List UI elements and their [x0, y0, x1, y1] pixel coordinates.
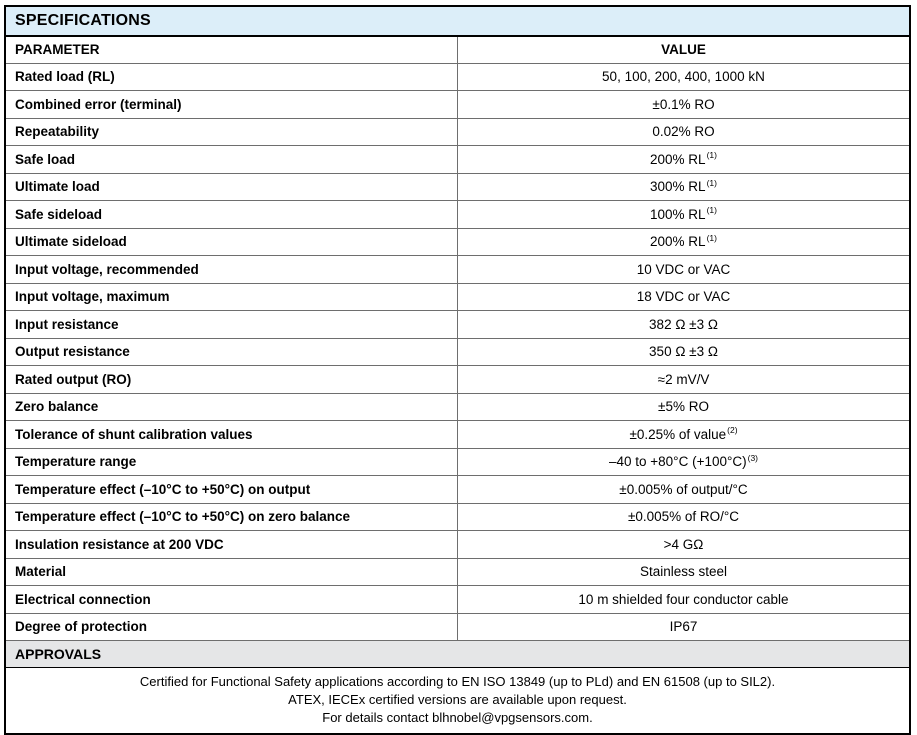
parameter-cell: Combined error (terminal) — [5, 91, 458, 119]
parameter-cell: Rated load (RL) — [5, 63, 458, 91]
value-cell: 382 Ω ±3 Ω — [458, 311, 911, 339]
value-cell: IP67 — [458, 613, 911, 641]
specifications-title: SPECIFICATIONS — [5, 6, 910, 36]
parameter-cell: Temperature range — [5, 448, 458, 476]
value-cell: 200% RL$^{(1)}$ — [458, 228, 911, 256]
table-row — [5, 393, 910, 421]
value-cell: 10 VDC or VAC — [458, 256, 911, 284]
value-cell: ±0.005% of RO/°C — [458, 503, 911, 531]
value-cell: 200% RL$^{(1)}$ — [458, 146, 911, 174]
value-cell: ±0.1% RO — [458, 91, 911, 119]
table-row — [5, 366, 910, 394]
table-row — [5, 201, 910, 229]
value-cell: –40 to +80°C $(+100^\circ C)^{(3)}$ — [458, 448, 911, 476]
parameter-cell: Safe load — [5, 146, 458, 174]
parameter-cell: Rated output (RO) — [5, 366, 458, 394]
table-row — [5, 613, 910, 641]
parameter-cell: Safe sideload — [5, 201, 458, 229]
value-cell: >4 GΩ — [458, 531, 911, 559]
table-row — [5, 448, 910, 476]
specifications-header-row — [5, 6, 910, 36]
table-row — [5, 338, 910, 366]
specifications-table — [4, 5, 911, 735]
table-row — [5, 311, 910, 339]
parameter-cell: Ultimate sideload — [5, 228, 458, 256]
approvals-line: For details contact blhnobel@vpgsensors.com. — [322, 710, 593, 725]
value-cell: ±0.25% of value$^{(2)}$ — [458, 421, 911, 449]
table-row — [5, 558, 910, 586]
approvals-line: Certified for Functional Safety applications according to EN ISO 13849 (up to PLd) and EN 61508 (up to SIL2). — [139, 674, 776, 689]
parameter-cell: Temperature effect (–10°C to +50°C) on zero balance — [5, 503, 458, 531]
parameter-cell: Temperature effect (–10°C to +50°C) on output — [5, 476, 458, 504]
parameter-cell: Material — [5, 558, 458, 586]
table-row — [5, 146, 910, 174]
parameter-cell: Electrical connection — [5, 586, 458, 614]
parameter-cell: Input voltage, maximum — [5, 283, 458, 311]
approvals-text-row — [5, 668, 910, 735]
parameter-cell: Degree of protection — [5, 613, 458, 641]
table-row — [5, 421, 910, 449]
approvals-text — [5, 668, 910, 735]
parameter-cell: Output resistance — [5, 338, 458, 366]
table-row — [5, 476, 910, 504]
table-row — [5, 256, 910, 284]
table-row — [5, 91, 910, 119]
table-row — [5, 531, 910, 559]
table-row — [5, 283, 910, 311]
column-header-row — [5, 36, 910, 63]
footnote-marker: (3) — [747, 452, 759, 463]
column-header-value: VALUE — [458, 36, 911, 63]
value-cell: 10 m shielded four conductor cable — [458, 586, 911, 614]
value-cell: 100% RL$^{(1)}$ — [458, 201, 911, 229]
approvals-title: APPROVALS — [5, 641, 910, 668]
parameter-cell: Repeatability — [5, 118, 458, 146]
parameter-cell: Ultimate load — [5, 173, 458, 201]
parameter-cell: Input voltage, recommended — [5, 256, 458, 284]
value-cell: Stainless steel — [458, 558, 911, 586]
approvals-header-row — [5, 641, 910, 668]
footnote-marker: (1) — [706, 232, 717, 243]
footnote-marker: (1) — [706, 177, 717, 188]
table-row — [5, 118, 910, 146]
table-row — [5, 228, 910, 256]
table-row — [5, 63, 910, 91]
parameter-cell: Tolerance of shunt calibration values — [5, 421, 458, 449]
value-cell: 18 VDC or VAC — [458, 283, 911, 311]
parameter-cell: Insulation resistance at 200 VDC — [5, 531, 458, 559]
value-cell: 300% RL$^{(1)}$ — [458, 173, 911, 201]
value-cell: ±5% RO — [458, 393, 911, 421]
parameter-cell: Zero balance — [5, 393, 458, 421]
table-row — [5, 173, 910, 201]
table-row — [5, 503, 910, 531]
value-cell: ≈2 mV/V — [458, 366, 911, 394]
value-cell: 50, 100, 200, 400, 1000 kN — [458, 63, 911, 91]
value-cell: 350 Ω ±3 Ω — [458, 338, 911, 366]
value-cell: ±0.005% of output/°C — [458, 476, 911, 504]
value-cell: 0.02% RO — [458, 118, 911, 146]
footnote-marker: (2) — [727, 425, 738, 436]
column-header-parameter: PARAMETER — [5, 36, 458, 63]
parameter-cell: Input resistance — [5, 311, 458, 339]
approvals-line: ATEX, IECEx certified versions are available upon request. — [288, 692, 627, 707]
footnote-marker: (1) — [706, 205, 717, 216]
footnote-marker: (1) — [706, 150, 717, 161]
table-row — [5, 586, 910, 614]
